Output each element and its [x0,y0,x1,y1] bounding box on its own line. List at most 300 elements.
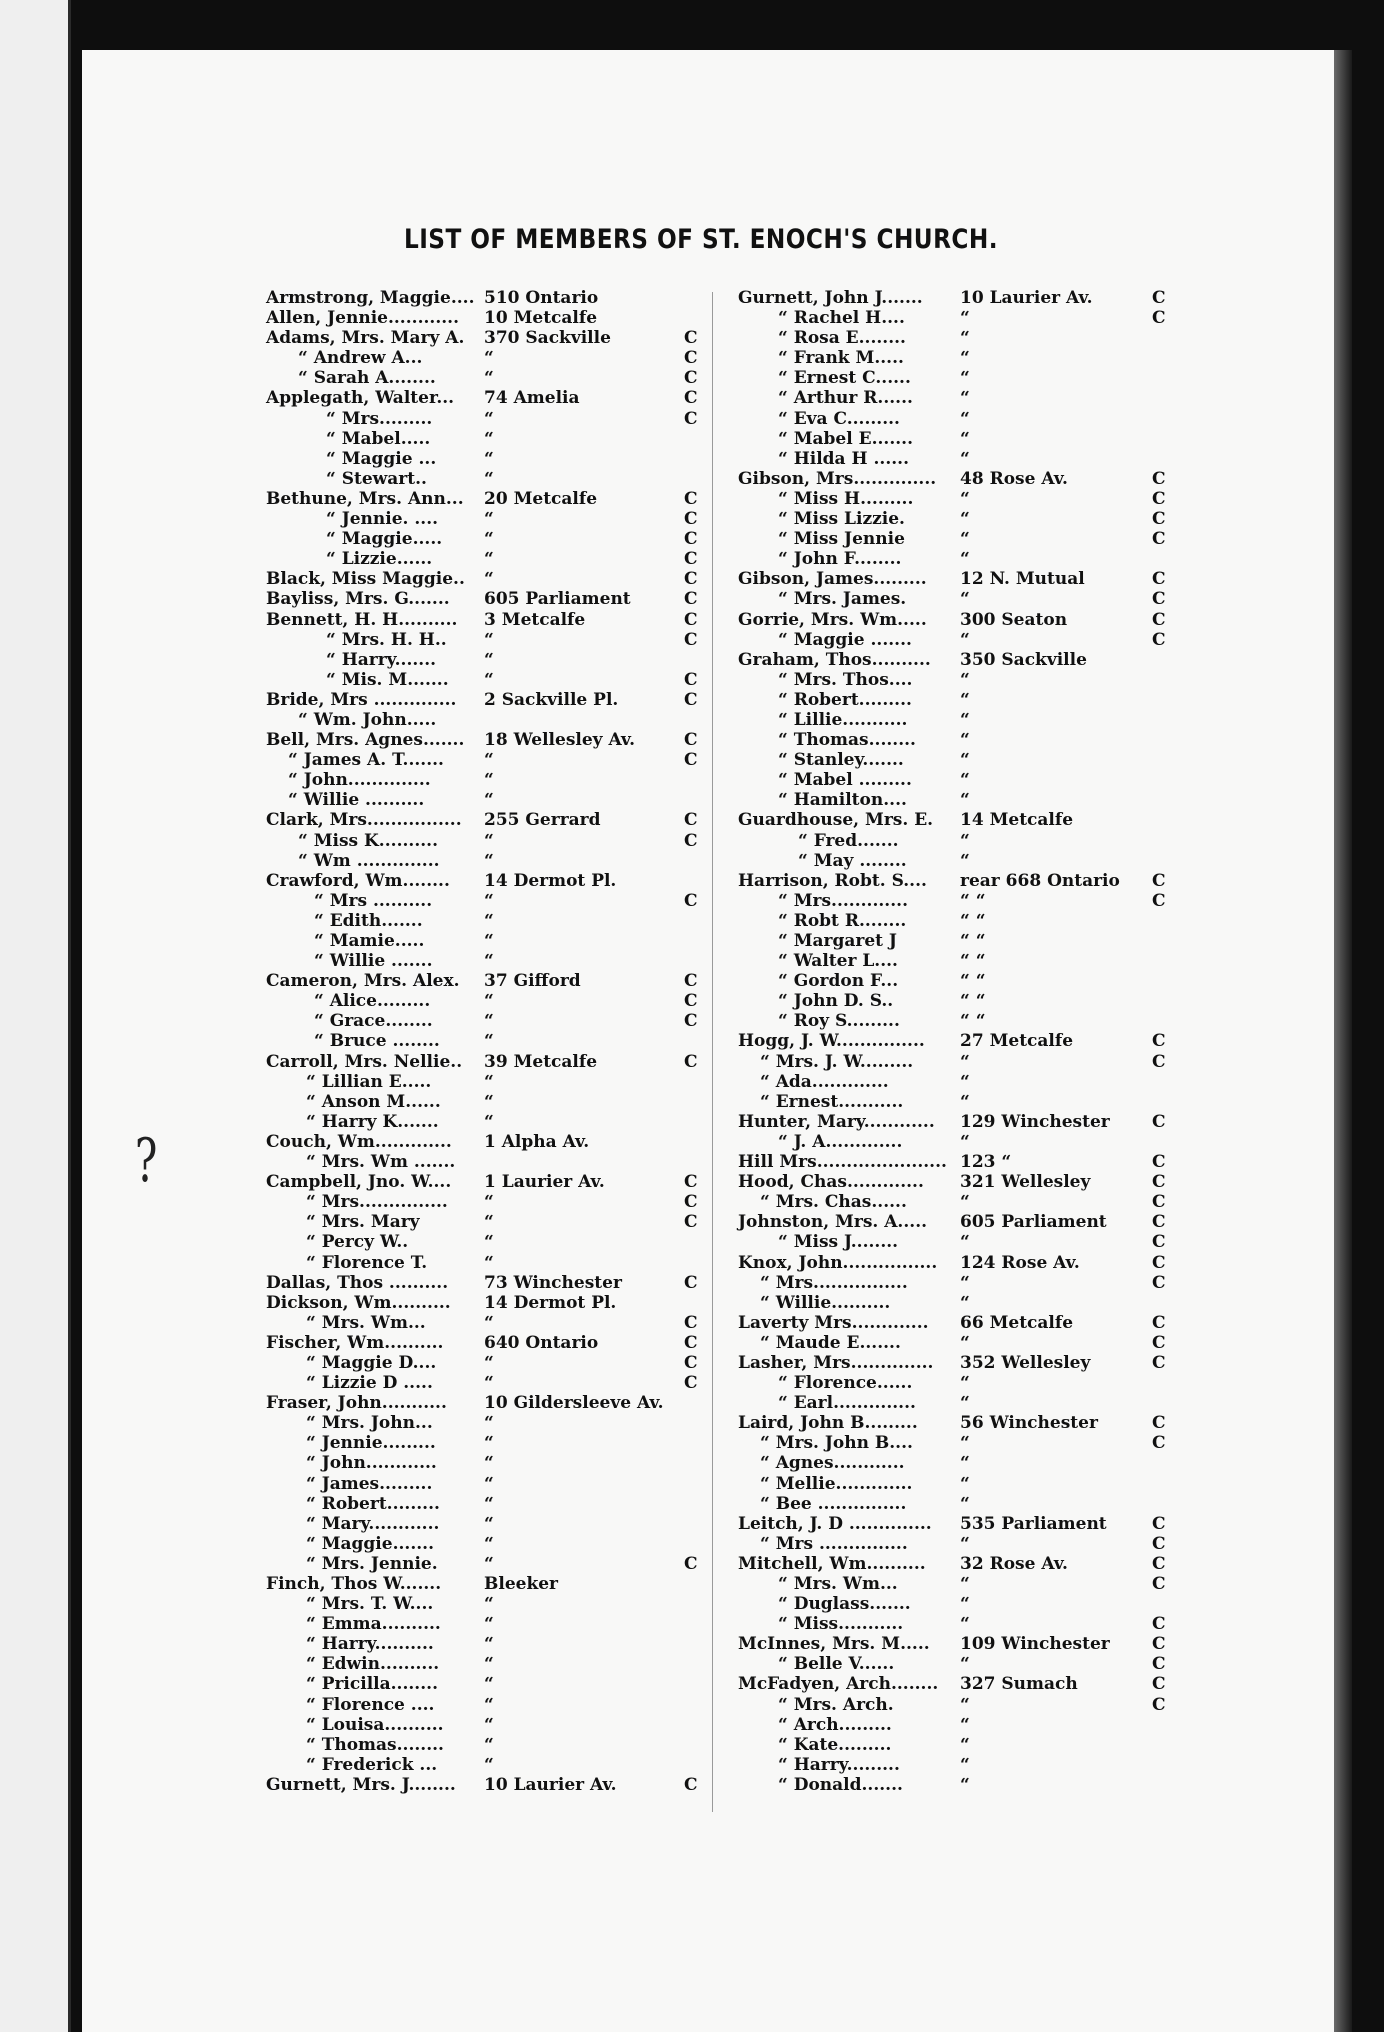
member-address: 10 Metcalfe [484,308,598,329]
member-address: “ [484,1553,494,1574]
member-address: “ [960,1574,970,1594]
member-entry [738,790,1178,810]
member-mark: C [1152,1172,1166,1193]
member-address: 74 Amelia [484,388,580,409]
member-address: “ [484,509,494,530]
member-address: 321 Wellesley [960,1172,1091,1193]
member-entry [738,1674,1178,1694]
member-name: “ Louisa.......... [306,1714,444,1735]
member-mark: C [684,1312,698,1333]
member-name: “ Mrs. Wm... [778,1574,898,1594]
member-name: “ Hilda H ...... [778,448,909,469]
member-address: 14 Dermot Pl. [484,1292,617,1313]
member-name: Bell, Mrs. Agnes....... [266,730,465,751]
member-mark: C [684,509,698,530]
member-name: “ Mrs. Chas...... [760,1192,907,1213]
member-mark: C [1152,1413,1166,1434]
member-name: “ Harry K....... [306,1111,439,1132]
member-mark: C [684,368,698,389]
member-mark: C [684,669,698,690]
member-address: 510 Ontario [484,288,599,308]
member-mark: C [684,1272,698,1293]
member-address: “ [484,1091,494,1112]
member-mark: C [684,810,698,831]
member-name: “ John F........ [778,549,902,570]
member-mark: C [684,750,698,771]
member-address: “ [484,348,494,369]
member-mark: C [1152,890,1166,911]
member-name: Bride, Mrs .............. [266,689,457,710]
member-name: “ Edith....... [314,910,423,931]
member-address: “ [484,1031,494,1052]
member-name: “ Mrs .......... [314,890,433,911]
member-address: “ [484,1473,494,1494]
member-entry [738,770,1178,790]
member-address: 39 Metcalfe [484,1051,598,1072]
member-name: “ Willie.......... [760,1292,891,1313]
member-entry [738,911,1178,931]
member-name: “ Andrew A... [298,348,423,369]
member-name: “ Donald....... [778,1774,903,1795]
member-address: “ “ [960,951,986,972]
member-name: “ Pricilla........ [306,1674,438,1695]
member-name: Fraser, John........... [266,1393,447,1414]
member-name: “ Mrs. James. [778,589,907,610]
member-entry [266,1273,706,1293]
member-mark: C [684,328,698,349]
member-address: “ [484,1111,494,1132]
member-entry [738,348,1178,368]
member-entry [266,690,706,710]
member-name: “ Robert......... [306,1493,440,1514]
member-address: “ [484,991,494,1012]
member-name: “ Mrs. J. W......... [760,1051,914,1072]
member-entry [266,1192,706,1212]
member-name: Laverty Mrs............. [738,1312,929,1333]
member-name: “ Rosa E........ [778,328,906,349]
member-name: “ Grace........ [314,1011,433,1032]
member-name: “ Percy W.. [306,1232,409,1253]
member-entry [266,1031,706,1051]
member-entry [738,1253,1178,1273]
member-entry [738,991,1178,1011]
member-entry [738,328,1178,348]
member-name: “ Thomas........ [306,1734,444,1755]
member-address: “ [484,549,494,570]
member-name: “ Miss H......... [778,488,914,509]
member-name: “ Sarah A........ [298,368,436,389]
member-entry [738,1132,1178,1152]
member-entry [738,589,1178,609]
member-mark: C [1152,1031,1166,1052]
member-address: “ [960,730,970,751]
member-mark: C [1152,1654,1166,1675]
member-name: Mitchell, Wm.......... [738,1553,926,1574]
member-entry [266,1474,706,1494]
member-name: Adams, Mrs. Mary A. [266,328,465,349]
member-entry [738,509,1178,529]
member-entry [266,1674,706,1694]
member-address: 10 Laurier Av. [960,288,1093,308]
member-name: “ Belle V...... [778,1654,895,1675]
member-name: “ Hamilton.... [778,790,907,811]
member-entry [266,1514,706,1534]
member-name: Couch, Wm............. [266,1131,452,1152]
member-mark: C [1152,509,1166,530]
member-mark: C [1152,1433,1166,1454]
member-name: “ Mrs. Mary [306,1212,420,1233]
page-binding-shadow [1334,50,1352,2032]
member-address: “ [484,529,494,550]
member-entry [266,1574,706,1594]
member-address: “ “ [960,931,986,951]
member-address: “ [484,1453,494,1474]
member-name: “ Wm. John..... [298,709,437,730]
member-mark: C [1152,468,1166,489]
member-entry [738,1494,1178,1514]
member-address: “ [960,549,970,570]
member-mark: C [684,1192,698,1213]
member-name: “ Mrs. Thos.... [778,669,913,690]
member-address: “ [960,1734,970,1755]
member-entry [266,790,706,810]
member-mark: C [684,1774,698,1795]
member-mark: C [684,589,698,610]
member-mark: C [684,1011,698,1032]
member-entry [738,469,1178,489]
member-entry [738,1654,1178,1674]
member-address: “ [484,428,494,449]
member-address: “ [960,1091,970,1112]
member-address: 352 Wellesley [960,1352,1091,1373]
member-address: “ [960,488,970,509]
member-name: “ Frank M..... [778,348,904,369]
member-name: Johnston, Mrs. A..... [738,1212,928,1233]
member-entry [738,1011,1178,1031]
member-name: “ John.............. [288,770,431,791]
member-name: Guardhouse, Mrs. E. [738,810,934,831]
member-name: “ Miss K.......... [298,830,438,851]
member-address: “ [484,830,494,851]
member-address: “ [960,850,970,871]
member-address: 1 Alpha Av. [484,1131,590,1152]
member-name: “ Ernest........... [760,1091,904,1112]
member-address: 124 Rose Av. [960,1252,1080,1273]
member-entry [738,1775,1178,1795]
member-address: “ [484,1212,494,1233]
member-address: “ [484,408,494,429]
member-address: 123 “ [960,1152,1012,1173]
member-entry [266,750,706,770]
member-address: “ [960,709,970,730]
member-entry [266,368,706,388]
member-name: “ Margaret J [778,931,897,951]
member-name: Bayliss, Mrs. G....... [266,589,450,610]
member-entry [266,1614,706,1634]
member-entry [738,710,1178,730]
member-address: “ [484,649,494,670]
member-entry [266,509,706,529]
member-entry [738,549,1178,569]
member-entry [266,1132,706,1152]
member-name: “ Mabel E....... [778,428,913,449]
member-entry [738,1052,1178,1072]
member-mark: C [1152,1312,1166,1333]
member-name: “ Mrs. H. H.. [326,629,447,650]
member-name: Applegath, Walter... [266,388,455,409]
member-entry [266,810,706,830]
member-name: “ Lillian E..... [306,1071,432,1092]
member-mark: C [1152,1272,1166,1293]
member-mark: C [1152,1694,1166,1715]
member-entry [266,1433,706,1453]
member-entry [738,1273,1178,1293]
member-name: Hunter, Mary............ [738,1111,935,1132]
member-name: Clark, Mrs................ [266,810,462,831]
member-mark: C [684,348,698,369]
member-address: “ [960,1232,970,1253]
member-address: rear 668 Ontario [960,870,1120,891]
member-name: “ Jennie......... [306,1433,436,1454]
member-entry [266,1293,706,1313]
member-name: Leitch, J. D .............. [738,1513,932,1534]
member-address: 14 Dermot Pl. [484,870,617,891]
member-address: 10 Gildersleeve Av. [484,1393,664,1414]
member-entry [266,489,706,509]
member-mark: C [1152,1252,1166,1273]
member-entry [266,991,706,1011]
member-name: “ Jennie. .... [326,509,439,530]
member-address: “ [484,890,494,911]
member-entry [738,489,1178,509]
member-entry [266,670,706,690]
member-mark: C [684,609,698,630]
member-name: Graham, Thos.......... [738,649,931,670]
member-name: “ Robert......... [778,689,912,710]
member-name: “ Miss J........ [778,1232,899,1253]
member-name: Campbell, Jno. W.... [266,1172,452,1193]
member-address: 640 Ontario [484,1332,599,1353]
member-entry [266,1373,706,1393]
member-entry [266,1112,706,1132]
member-mark: C [684,488,698,509]
member-name: “ Emma.......... [306,1614,441,1635]
member-entry [266,288,706,308]
member-entry [738,1514,1178,1534]
member-entry [738,1353,1178,1373]
member-address: “ [484,1694,494,1715]
member-address: “ [960,1694,970,1715]
member-address: “ “ [960,991,986,1012]
member-address: “ [960,1754,970,1775]
member-name: “ Mellie............. [760,1473,913,1494]
member-name: “ Mrs ............... [760,1533,908,1554]
member-name: “ Mrs. Arch. [778,1694,894,1715]
member-mark: C [1152,1111,1166,1132]
member-address: 129 Winchester [960,1111,1110,1132]
member-name: “ Thomas........ [778,730,916,751]
member-entry [266,1494,706,1514]
member-name: “ Edwin.......... [306,1654,440,1675]
member-address: “ [484,790,494,811]
member-entry [266,951,706,971]
member-name: “ Willie ....... [314,951,433,972]
member-address: “ [960,629,970,650]
member-address: “ [960,1051,970,1072]
member-address: “ [484,1513,494,1534]
member-name: “ Lizzie...... [326,549,433,570]
member-entry [738,1212,1178,1232]
member-name: “ Mrs......... [326,408,433,429]
adjacent-page-edge [0,0,71,2032]
member-name: Gibson, Mrs.............. [738,468,937,489]
member-entry [738,750,1178,770]
member-address: 48 Rose Av. [960,468,1068,489]
member-mark: C [684,689,698,710]
member-entry [738,650,1178,670]
member-address: “ “ [960,890,986,911]
member-name: “ Miss........... [778,1614,904,1635]
member-address: “ [484,1654,494,1675]
member-address: 535 Parliament [960,1513,1107,1534]
member-address: “ [484,629,494,650]
member-entry [266,1534,706,1554]
member-name: “ May ........ [798,850,907,871]
member-address: “ [960,529,970,550]
member-address: “ [960,1192,970,1213]
member-name: Finch, Thos W....... [266,1574,442,1594]
member-mark: C [684,1332,698,1353]
member-mark: C [684,388,698,409]
member-entry [738,1735,1178,1755]
member-entry [266,589,706,609]
member-address: 14 Metcalfe [960,810,1074,831]
member-entry [738,1373,1178,1393]
member-name: “ Bruce ........ [314,1031,440,1052]
handwritten-margin-note: ? [134,1126,158,1196]
member-name: “ Maggie....... [306,1533,435,1554]
member-entry [266,549,706,569]
member-name: “ Anson M...... [306,1091,441,1112]
member-address: “ [960,1373,970,1394]
member-address: Bleeker [484,1574,559,1594]
member-address: 300 Seaton [960,609,1068,630]
member-address: “ [960,830,970,851]
member-address: “ [484,1674,494,1695]
member-entry [738,1554,1178,1574]
member-name: “ John D. S.. [778,991,894,1012]
member-name: “ Maude E....... [760,1332,901,1353]
member-name: “ Ada............. [760,1071,889,1092]
member-entry [266,1172,706,1192]
member-address: “ [960,1071,970,1092]
member-entry [738,1614,1178,1634]
member-entry [266,569,706,589]
member-address: “ [960,348,970,369]
member-name: Gorrie, Mrs. Wm..... [738,609,927,630]
member-address: 32 Rose Av. [960,1553,1068,1574]
member-address: 56 Winchester [960,1413,1098,1434]
member-entry [266,529,706,549]
member-entry [266,409,706,429]
member-name: “ Wm .............. [298,850,440,871]
member-address: “ [484,951,494,972]
member-entry [738,730,1178,750]
member-address: “ “ [960,910,986,931]
member-name: “ Bee ............... [760,1493,907,1514]
member-address: “ [960,1272,970,1293]
member-entry [266,1735,706,1755]
member-entry [738,810,1178,830]
member-mark: C [684,408,698,429]
member-entry [738,1634,1178,1654]
member-mark: C [1152,1212,1166,1233]
column-divider [712,292,713,1812]
member-name: “ Robt R........ [778,910,907,931]
member-address: “ [484,569,494,590]
member-entry [738,1433,1178,1453]
member-entry [266,1253,706,1273]
member-mark: C [684,529,698,550]
member-name: “ Maggie ....... [778,629,912,650]
member-entry [266,1594,706,1614]
member-entry [266,831,706,851]
member-address: 109 Winchester [960,1634,1110,1655]
member-address: “ [960,368,970,389]
member-entry [266,610,706,630]
member-entry [266,931,706,951]
member-name: “ Willie .......... [288,790,425,811]
member-address: “ [484,1232,494,1253]
member-entry [266,650,706,670]
member-address: “ [960,1473,970,1494]
member-name: Cameron, Mrs. Alex. [266,971,460,992]
member-mark: C [684,1212,698,1233]
member-name: “ Walter L.... [778,951,898,972]
member-entry [738,951,1178,971]
member-name: “ Miss Jennie [778,529,905,550]
member-mark: C [1152,529,1166,550]
member-entry [738,1755,1178,1775]
member-name: Knox, John................ [738,1252,938,1273]
page-title: LIST OF MEMBERS OF ST. ENOCH'S CHURCH. [404,224,998,255]
member-address: 605 Parliament [960,1212,1107,1233]
member-entry [738,288,1178,308]
member-entry [266,730,706,750]
member-name: “ Gordon F... [778,971,899,992]
member-address: “ [960,448,970,469]
member-mark: C [684,569,698,590]
member-address: “ [960,1131,970,1152]
member-entry [738,1092,1178,1112]
member-entry [266,429,706,449]
member-name: Armstrong, Maggie.... [266,288,475,308]
member-name: “ Ernest C...... [778,368,911,389]
member-name: “ Maggie..... [326,529,443,550]
member-entry [738,449,1178,469]
member-entry [266,1232,706,1252]
member-entry [738,1393,1178,1413]
member-entry [738,1031,1178,1051]
member-address: “ [484,1252,494,1273]
member-name: “ Mrs............... [306,1192,448,1213]
member-name: Hill Mrs...................... [738,1152,947,1173]
member-name: “ Arch......... [778,1714,892,1735]
member-mark: C [684,890,698,911]
member-address: “ [484,1634,494,1655]
member-mark: C [1152,1513,1166,1534]
member-entry [266,710,706,730]
